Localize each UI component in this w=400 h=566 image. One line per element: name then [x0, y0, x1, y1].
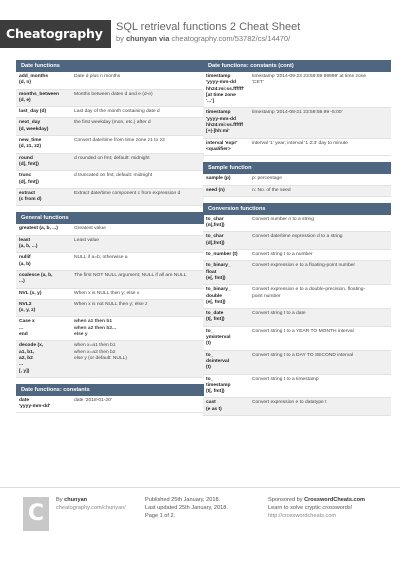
function-description [74, 302, 201, 315]
table-row [203, 351, 391, 375]
sponsor-url[interactable]: http://crosswordcheats.com [268, 513, 337, 519]
function-name [19, 291, 74, 297]
table-row [16, 72, 204, 90]
function-name-line: to_char [206, 216, 224, 222]
function-description [252, 110, 388, 135]
function-description-line: Convert date/time from time zone z1 to z2 [74, 138, 165, 144]
function-description [252, 141, 388, 154]
function-name-line: to_ [206, 376, 214, 382]
function-name [206, 263, 252, 282]
function-description [252, 234, 388, 247]
function-name-line: 'yyyy-mm-dd [206, 80, 236, 86]
function-name-line: dsinterval [206, 358, 230, 364]
section-body [16, 396, 204, 414]
function-name [19, 302, 74, 315]
table-row [203, 375, 391, 399]
function-description [74, 92, 201, 105]
function-name-line: (d[, fmt]) [19, 179, 39, 185]
conversion-functions-box [203, 203, 391, 416]
function-description-line: Convert expression e to a floating-point number [252, 263, 356, 269]
function-name-line: (n[,fmt]) [206, 223, 225, 229]
function-description [74, 398, 201, 411]
function-name [206, 287, 252, 306]
function-name-line: 'yyyy-mm-dd' [19, 404, 51, 410]
section-body [16, 72, 204, 206]
function-description-line: d truncated on fmt; default: midnight [74, 173, 153, 179]
function-name-line: ... [19, 362, 24, 368]
table-row [16, 396, 204, 414]
section-body [203, 174, 391, 197]
function-description [252, 217, 388, 230]
function-name-line: (d[, fmt]) [19, 161, 39, 167]
function-name-line: end [19, 332, 28, 338]
function-description-line: when x=a1 then b1 [74, 343, 116, 349]
footer-author-link[interactable]: chunyan [64, 497, 88, 503]
function-description [252, 188, 388, 194]
function-name [19, 319, 74, 338]
function-name [19, 226, 74, 232]
function-description-line: NULL if a=b; otherwise a [74, 255, 128, 261]
sponsor-tagline: Learn to solve cryptic crosswords! [268, 505, 353, 511]
table-row [203, 309, 391, 327]
section-header: Date functions: constants (cont) [203, 60, 391, 72]
table-row [16, 300, 204, 318]
function-description [252, 287, 388, 306]
function-name-line: to_char [206, 234, 224, 240]
function-description [74, 255, 201, 268]
section-body [16, 224, 204, 377]
function-name-line: ...) [19, 279, 25, 285]
section-header: General functions [16, 212, 204, 224]
cheatography-c-logo: C [23, 497, 49, 531]
function-description-line: The first NOT NULL argument; NULL if all are NULL [74, 272, 187, 278]
footer-sponsor-block [268, 496, 365, 520]
date-functions-box [16, 60, 204, 206]
function-name [206, 353, 252, 372]
function-name-line: to_ [206, 352, 214, 358]
function-name-line: date [19, 397, 30, 403]
page-header [0, 0, 400, 56]
function-name-line: to_binary_ [206, 287, 231, 293]
table-row [16, 107, 204, 118]
page-title: SQL retrieval functions 2 Cheat Sheet [116, 21, 301, 33]
function-description-line: Date d plus n months [74, 74, 121, 79]
sample-function-box [203, 162, 391, 197]
function-description [74, 156, 201, 169]
page-footer [0, 487, 400, 566]
function-description-line: Greatest value [74, 226, 106, 232]
function-name-line: timestamp [206, 74, 231, 79]
table-row [203, 215, 391, 233]
table-row [16, 136, 204, 154]
function-name [19, 120, 74, 133]
function-description [74, 173, 201, 186]
author-link[interactable]: chunyan [126, 34, 157, 43]
function-description-line: when a1 then b1 [74, 319, 113, 325]
function-name-line: (t) [206, 341, 211, 347]
function-name-line: <qualifier> [206, 146, 231, 152]
table-row [16, 271, 204, 289]
published-date: Published 25th January, 2018. [145, 497, 221, 503]
function-name [19, 398, 74, 411]
sponsor-prefix: Sponsored by [268, 497, 303, 503]
function-name-line: to_binary_ [206, 263, 231, 269]
function-name-line: extract [19, 190, 36, 196]
function-description-line: Convert expression e to datatype t [252, 400, 327, 406]
function-description-line: Convert string t to a YEAR TO MONTH interval [252, 328, 354, 334]
function-name-line: a2, b2 [19, 355, 33, 361]
function-name-line: new_time [19, 138, 42, 144]
function-name-line: '...'] [206, 99, 215, 105]
function-name [206, 188, 252, 194]
function-name [19, 191, 74, 204]
table-row [16, 118, 204, 136]
function-name-line: cast [206, 400, 216, 406]
function-description-line: when x=a2 then b2 [74, 349, 116, 355]
function-name-line: [, y]) [19, 368, 30, 374]
function-description [74, 319, 201, 338]
function-description-line: the first weekday (mon, etc.) after d [74, 120, 151, 126]
updated-date: Last updated 25th January, 2018. [145, 505, 228, 511]
function-name [206, 400, 252, 413]
function-description-line: point number [252, 293, 281, 299]
table-row [16, 289, 204, 300]
function-name [206, 74, 252, 105]
section-body [203, 72, 391, 156]
function-name [19, 138, 74, 151]
table-row [16, 341, 204, 377]
function-description-line: timestamp '2014-09-23 23:59:59.99999' at time zone [252, 74, 367, 79]
function-description [252, 353, 388, 372]
function-description-line: Convert number n to a string [252, 216, 314, 222]
general-functions-box [16, 212, 204, 377]
table-row [203, 261, 391, 285]
section-header: Date functions: constants [16, 384, 204, 396]
function-description-line: p: percentage [252, 176, 282, 182]
function-description [74, 120, 201, 133]
function-name-line: NVL (x, y) [19, 290, 42, 296]
function-description [74, 109, 201, 115]
function-description-line: 'CET' [252, 80, 264, 86]
function-name [19, 255, 74, 268]
function-description [252, 74, 388, 105]
function-name-line: (e[, fmt]) [206, 275, 226, 281]
footer-author-url[interactable]: cheatography.com/chunyan/ [56, 505, 126, 511]
function-description-line: Convert string t to a DAY TO SECOND interval [252, 352, 354, 358]
table-row [203, 250, 391, 261]
function-name [206, 329, 252, 348]
function-description-line: Convert expression e to a double-precision, floating- [252, 287, 366, 293]
date-constants-cont-box [203, 60, 391, 156]
function-name-line: to_date [206, 311, 224, 317]
function-name-line: (e as t) [206, 406, 222, 412]
function-name-line: decode (x, [19, 343, 44, 349]
table-row [203, 72, 391, 108]
section-body [203, 215, 391, 416]
function-name-line: (a, b) [19, 261, 31, 267]
function-name-line: yminterval [206, 335, 231, 341]
table-row [203, 327, 391, 351]
table-row [16, 171, 204, 189]
function-description-line: timestamp '2014-08-21 23:59:59.99 -5:00' [252, 110, 343, 116]
function-description-line: n: No. of the seed [252, 187, 291, 193]
function-name-line: a1, b1, [19, 349, 35, 355]
table-row [16, 189, 204, 207]
function-description [74, 343, 201, 374]
function-description-line: date '2018-01-20' [74, 397, 112, 403]
function-name-line: (t[, fmt]) [206, 317, 225, 323]
function-name-line: (d[,fmt]) [206, 240, 225, 246]
table-row [203, 398, 391, 416]
function-description [74, 238, 201, 251]
function-description-line: interval '1' year; interval '1 2:3' day to minute [252, 140, 348, 146]
function-name-line: (x, y, z) [19, 308, 36, 314]
page-number: Page 1 of 2. [145, 513, 176, 519]
cheatography-logo[interactable]: Cheatography [0, 20, 111, 48]
function-name-line: double [206, 293, 223, 299]
function-description-line: else y [74, 332, 88, 338]
function-name-line: [at time zone [206, 92, 236, 98]
table-row [203, 232, 391, 250]
function-name-line: (c from d) [19, 197, 42, 203]
table-row [16, 236, 204, 254]
section-header: Date functions [16, 60, 204, 72]
function-description [252, 329, 388, 348]
function-name-line: (t[, fmt]) [206, 389, 225, 395]
function-name-line: greatest (a, b, ...) [19, 226, 58, 232]
function-name-line: coalesce (a, b, [19, 272, 53, 278]
date-constants-box [16, 384, 204, 414]
function-name [206, 176, 252, 182]
function-description-line: Extract date/time component c from expression d [74, 190, 181, 196]
table-row [203, 139, 391, 157]
function-description-line: When x is NULL then y; else x [74, 290, 140, 296]
function-name-line: nullif [19, 255, 31, 261]
function-name [19, 173, 74, 186]
footer-publish-block [145, 496, 228, 520]
function-name-line: last_day (d) [19, 109, 47, 115]
function-name-line: (a, b, ...) [19, 244, 38, 250]
page-subtitle [116, 34, 290, 43]
sponsor-link[interactable]: CrosswordCheats.com [304, 497, 366, 503]
table-row [16, 317, 204, 341]
sheet-url-link[interactable]: cheatography.com/53782/cs/14470/ [171, 34, 291, 43]
function-name [206, 234, 252, 247]
function-name-line: 'yyyy-mm-dd [206, 116, 236, 122]
function-name [19, 343, 74, 374]
function-name-line: interval 'expr' [206, 140, 238, 146]
function-name-line: float [206, 269, 217, 275]
function-description [252, 400, 388, 413]
function-name-line: (d, e) [19, 97, 31, 103]
function-name [19, 109, 74, 115]
function-description-line: else y (or default: NULL) [74, 355, 128, 361]
table-row [16, 90, 204, 108]
table-row [203, 108, 391, 138]
function-name-line: timestamp [206, 382, 231, 388]
table-row [16, 224, 204, 235]
function-name-line: to_ [206, 328, 214, 334]
function-name-line: hh24:mi:ss.ffffff' [206, 86, 245, 92]
function-description [252, 176, 388, 182]
function-name-line: next_day [19, 120, 41, 126]
function-name-line: (t) [206, 365, 211, 371]
function-description [74, 74, 201, 87]
function-description [74, 191, 201, 204]
function-description-line: d rounded on fmt; default: midnight [74, 155, 150, 161]
left-column [16, 60, 204, 419]
function-name-line: timestamp [206, 110, 231, 116]
function-description [252, 311, 388, 324]
function-name-line: (d, z1, z2) [19, 144, 42, 150]
function-name [19, 273, 74, 286]
footer-author-block [56, 496, 126, 512]
function-name-line: (d, weekday) [19, 126, 49, 132]
function-name-line: round [19, 155, 33, 161]
function-name [206, 217, 252, 230]
function-description [74, 291, 201, 297]
function-name-line: months_between [19, 91, 59, 97]
function-name [206, 377, 252, 396]
function-name-line: hh24:mi:ss.ffffff [206, 123, 243, 129]
function-name-line: add_months [19, 74, 49, 79]
function-description [252, 252, 388, 258]
function-name-line: NVL2 [19, 301, 32, 307]
function-name-line: trunc [19, 173, 32, 179]
table-row [203, 186, 391, 197]
function-name-line: (e[, fmt]) [206, 299, 226, 305]
function-name-line: ... [19, 325, 24, 331]
function-name-line: sample (p) [206, 176, 231, 182]
table-row [16, 154, 204, 172]
function-description [252, 377, 388, 396]
function-name [206, 141, 252, 154]
function-name [206, 110, 252, 135]
function-description-line: Convert string t to a timestamp [252, 376, 319, 382]
function-name-line: to_number (t) [206, 252, 238, 258]
function-description [74, 138, 201, 151]
function-description-line: Convert string t to a number [252, 252, 313, 258]
function-description [74, 226, 201, 232]
footer-by-label: By [56, 497, 63, 503]
via-label: via [158, 34, 170, 43]
function-description-line: Months between dates d and e (d-e) [74, 91, 153, 97]
function-description-line: Convert date/time expression d to a string [252, 234, 343, 240]
right-column [203, 60, 391, 422]
function-description [252, 263, 388, 282]
function-description-line: when a2 then b2... [74, 325, 117, 331]
by-label: by [116, 34, 124, 43]
table-row [16, 253, 204, 271]
function-name-line: least [19, 237, 31, 243]
function-name [206, 311, 252, 324]
function-name-line: [+|-]hh:mi' [206, 129, 230, 135]
table-row [203, 285, 391, 309]
function-name-line: (d, n) [19, 80, 31, 86]
table-row [203, 174, 391, 185]
function-name [19, 92, 74, 105]
function-name [19, 74, 74, 87]
function-description-line: Least value [74, 237, 100, 243]
function-name-line: seed (n) [206, 187, 225, 193]
function-description [74, 273, 201, 286]
function-name [19, 238, 74, 251]
function-name [206, 252, 252, 258]
function-description-line: Last day of the month containing date d [74, 109, 160, 115]
function-description-line: When x is not NULL then y; else z [74, 301, 148, 307]
function-name-line: Case x [19, 319, 35, 325]
section-header: Sample function [203, 162, 391, 174]
function-description-line: Convert string t to a date [252, 311, 306, 317]
section-header: Conversion functions [203, 203, 391, 215]
function-name [19, 156, 74, 169]
